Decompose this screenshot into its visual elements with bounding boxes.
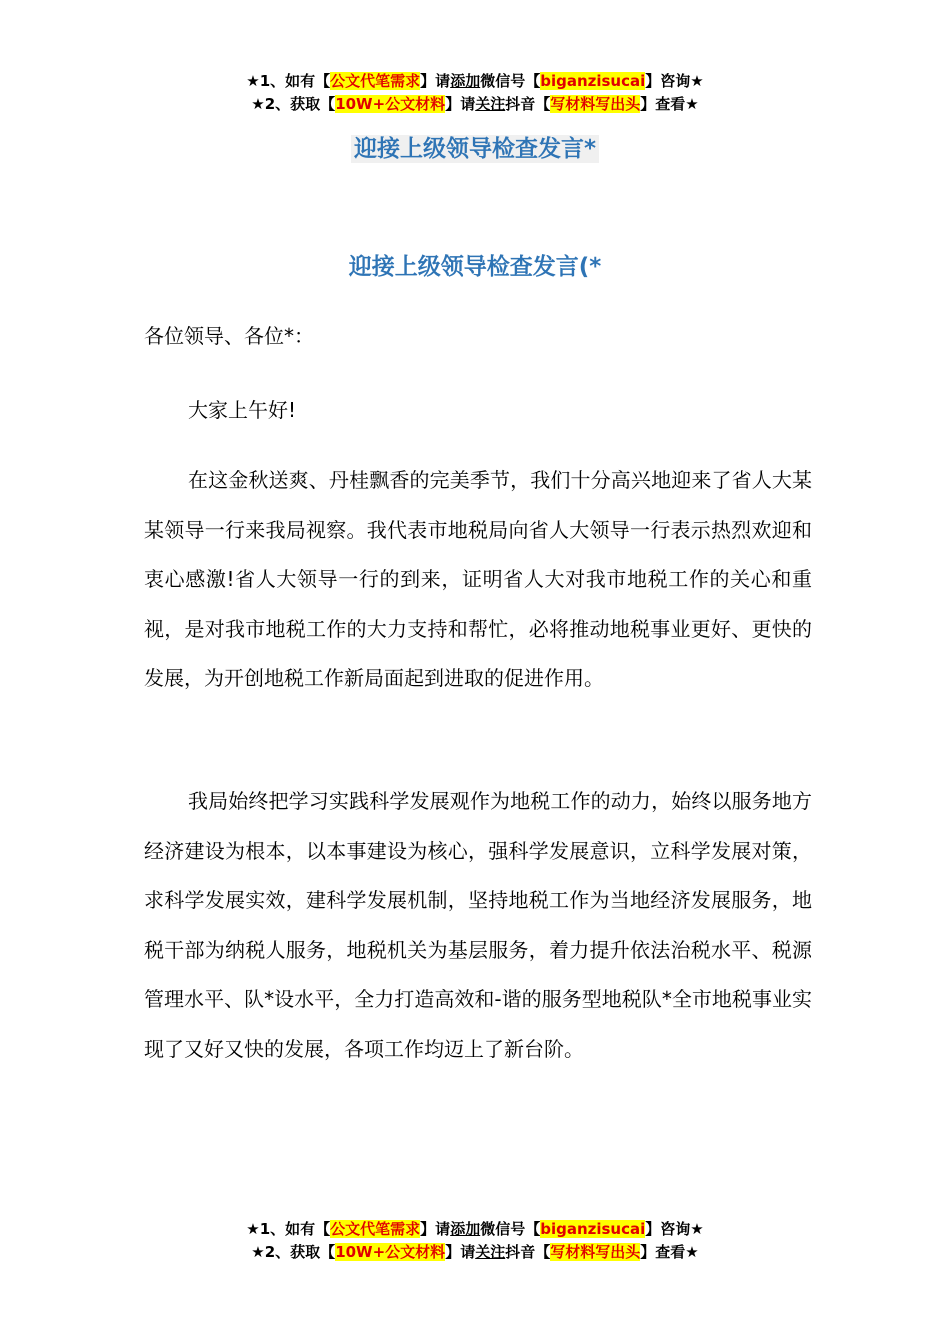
douyin-account: 写材料写出头 xyxy=(550,95,641,113)
banner-text: 微信号【 xyxy=(480,72,541,90)
banner-line-2 xyxy=(0,1241,950,1264)
banner-text: 】咨询★ xyxy=(645,72,704,90)
banner-highlight: 公文代笔需求 xyxy=(330,1220,421,1238)
banner-text: 】咨询★ xyxy=(645,1220,704,1238)
speech-heading: 迎接上级领导检查发言(* xyxy=(348,254,602,280)
bottom-banner xyxy=(0,1218,950,1264)
banner-underlined: 关注 xyxy=(475,95,506,113)
douyin-account: 写材料写出头 xyxy=(550,1243,641,1261)
banner-text: 】查看★ xyxy=(640,1243,699,1261)
wechat-id: biganzisucai xyxy=(540,72,646,90)
paragraph-2 xyxy=(144,777,812,1074)
greeting: 大家上午好! xyxy=(188,398,297,422)
banner-line-2 xyxy=(0,93,950,116)
banner-text: ★1、如有【 xyxy=(246,72,331,90)
wechat-id: biganzisucai xyxy=(540,1220,646,1238)
banner-text: ★2、获取【 xyxy=(251,95,336,113)
document-title xyxy=(0,130,950,163)
top-banner xyxy=(0,70,950,116)
banner-text: 抖音【 xyxy=(505,95,551,113)
banner-text: 微信号【 xyxy=(480,1220,541,1238)
banner-text: 】请 xyxy=(445,95,476,113)
salutation: 各位领导、各位*： xyxy=(144,324,314,348)
banner-text: 】请 xyxy=(420,1220,451,1238)
banner-highlight: 10W+公文材料 xyxy=(335,1243,446,1261)
banner-underlined: 添加 xyxy=(450,1220,481,1238)
banner-line-1 xyxy=(0,1218,950,1241)
banner-text: ★1、如有【 xyxy=(246,1220,331,1238)
banner-text: 】请 xyxy=(445,1243,476,1261)
banner-line-1 xyxy=(0,70,950,93)
banner-highlight: 公文代笔需求 xyxy=(330,72,421,90)
paragraph-1-text: 在这金秋送爽、丹桂飘香的完美季节，我们十分高兴地迎来了省人大某某领导一行来我局视察。我代表市地税局向省人大领导一行表示热烈欢迎和衷心感激!省人大领导一行的到来，证明省人大对我市地税工作的关心和重视，是对我市地税工作的大力支持和帮忙，必将推动地税事业更好、更快的发展，为开创地税工作新局面起到进取的促进作用。 xyxy=(144,468,812,690)
banner-underlined: 添加 xyxy=(450,72,481,90)
banner-text: 抖音【 xyxy=(505,1243,551,1261)
document-title-text: 迎接上级领导检查发言* xyxy=(351,135,599,163)
banner-highlight: 10W+公文材料 xyxy=(335,95,446,113)
paragraph-1 xyxy=(144,456,812,704)
paragraph-2-text: 我局始终把学习实践科学发展观作为地税工作的动力，始终以服务地方经济建设为根本，以本事建设为核心，强科学发展意识，立科学发展对策，求科学发展实效，建科学发展机制，坚持地税工作为当地经济发展服务，地税干部为纳税人服务，地税机关为基层服务，着力提升依法治税水平、税源管理水平、队*设水平，全力打造高效和-谐的服务型地税队*全市地税事业实现了又好又快的发展，各项工作均迈上了新台阶。 xyxy=(144,789,812,1061)
banner-text: 】查看★ xyxy=(640,95,699,113)
banner-text: 】请 xyxy=(420,72,451,90)
banner-text: ★2、获取【 xyxy=(251,1243,336,1261)
banner-underlined: 关注 xyxy=(475,1243,506,1261)
